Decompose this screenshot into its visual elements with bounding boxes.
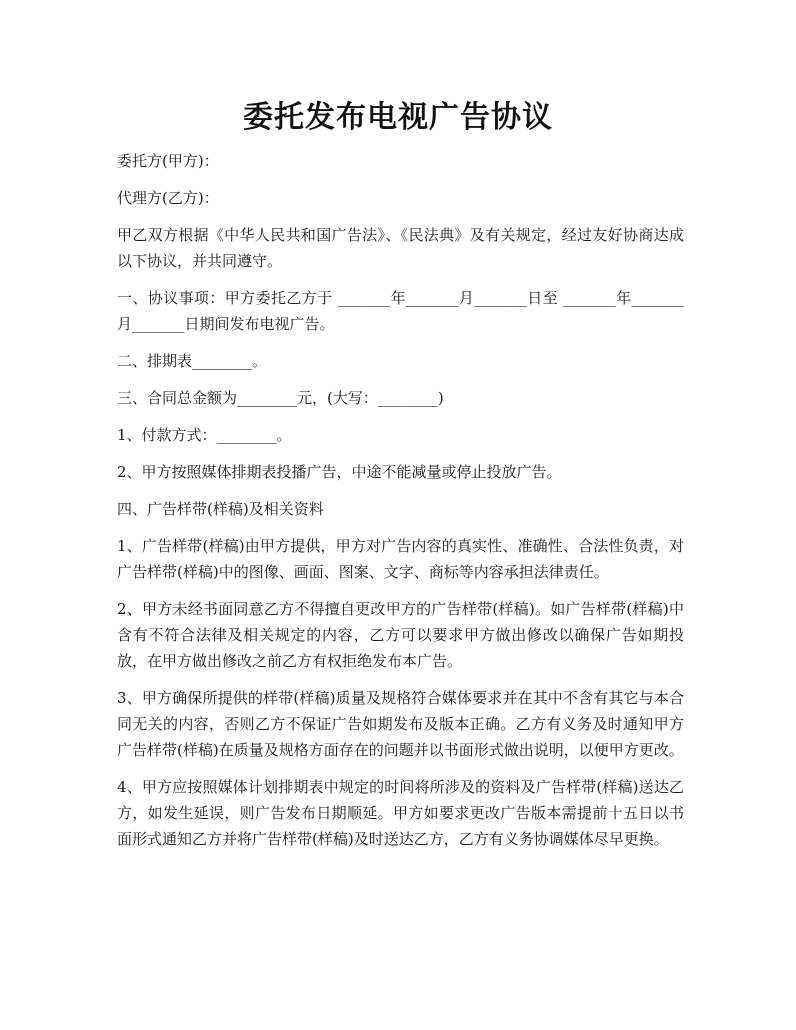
document-body: [117, 148, 684, 863]
clause-4-heading: 四、广告样带(样稿)及相关资料: [117, 500, 324, 518]
clause-1-agreement-matter: 一、协议事项：甲方委托乙方于 _______年_______月_______日至 _______年_______月_______日期间发布电视广告。: [117, 289, 684, 333]
clause-4-3: 3、甲方确保所提供的样带(样稿)质量及规格符合媒体要求并在其中不含有其它与本合同无关的内容，否则乙方不保证广告如期发布及版本正确。乙方有义务及时通知甲方广告样带(样稿)在质量及规格方面存在的问题并以书面形式做出说明，以便甲方更改。: [117, 689, 684, 759]
clause-3-total-amount: 三、合同总金额为________元，(大写：________): [117, 389, 444, 407]
page-title: 委托发布电视广告协议: [243, 100, 553, 135]
clause-4-2: 2、甲方未经书面同意乙方不得擅自更改甲方的广告样带(样稿)。如广告样带(样稿)中含有不符合法律及相关规定的内容，乙方可以要求甲方做出修改以确保广告如期投放，在甲方做出修改之前乙方有权拒绝发布本广告。: [117, 600, 684, 670]
party-b-line: 代理方(乙方)：: [117, 189, 219, 207]
party-a-line: 委托方(甲方)：: [117, 152, 219, 170]
clause-4-1: 1、广告样带(样稿)由甲方提供，甲方对广告内容的真实性、准确性、合法性负责，对广告样带(样稿)中的图像、画面、图案、文字、商标等内容承担法律责任。: [117, 537, 684, 581]
clause-3-1-payment-method: 1、付款方式：________。: [117, 426, 292, 444]
clause-2-schedule: 二、排期表________。: [117, 352, 268, 370]
preamble-paragraph: 甲乙双方根据《中华人民共和国广告法》、《民法典》及有关规定，经过友好协商达成以下协议，并共同遵守。: [117, 226, 684, 270]
clause-3-2-broadcast: 2、甲方按照媒体排期表投播广告，中途不能减量或停止投放广告。: [117, 463, 562, 481]
clause-4-4: 4、甲方应按照媒体计划排期表中规定的时间将所涉及的资料及广告样带(样稿)送达乙方，如发生延误，则广告发布日期顺延。甲方如要求更改广告版本需提前十五日以书面形式通知乙方并将广告样带(样稿)及时送达乙方，乙方有义务协调媒体尽早更换。: [117, 778, 684, 848]
